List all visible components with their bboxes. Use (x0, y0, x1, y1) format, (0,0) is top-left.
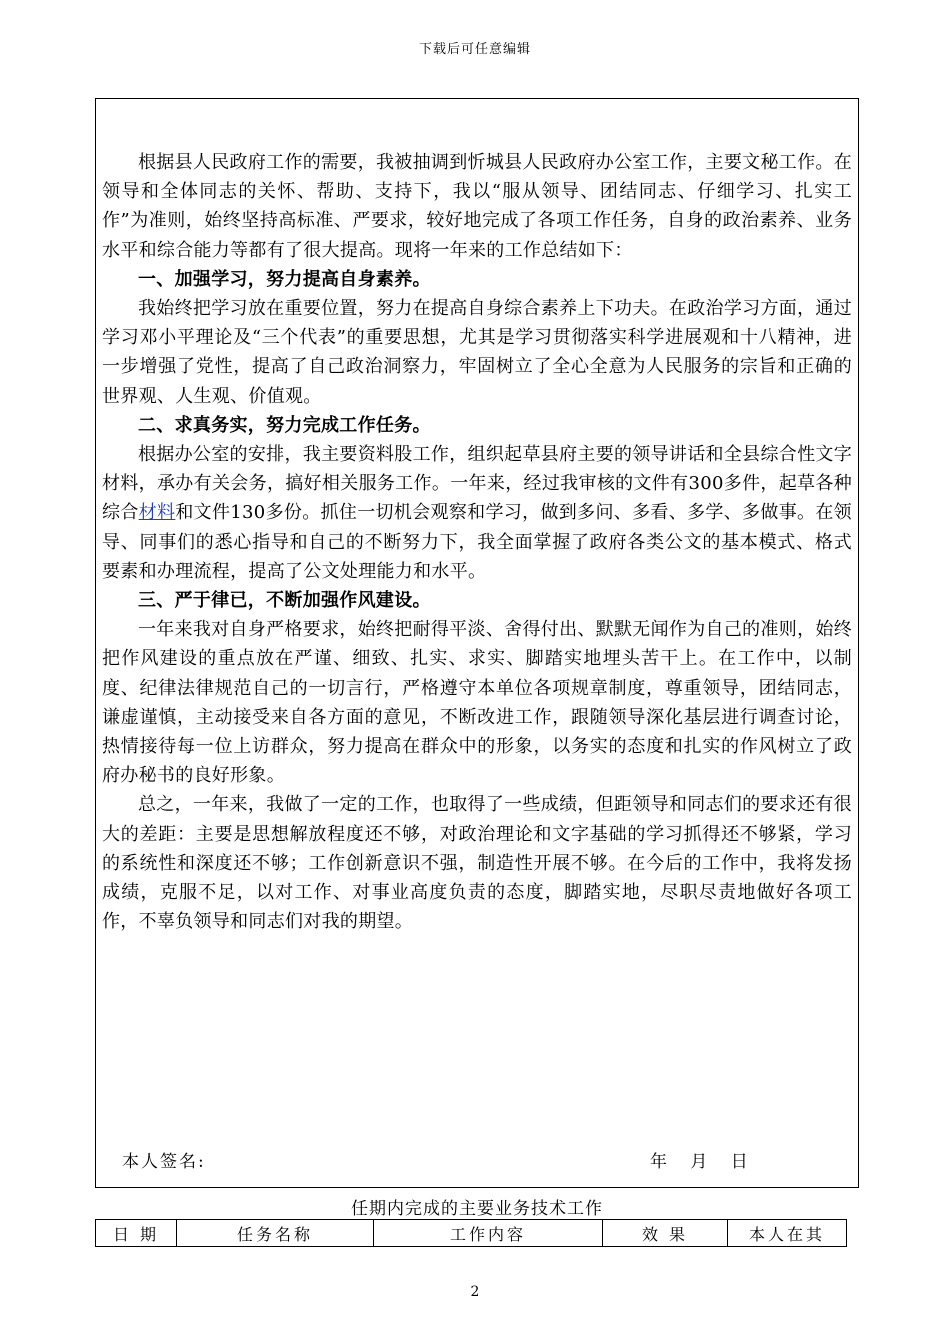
paragraph-study: 我始终把学习放在重要位置，努力在提高自身综合素养上下功夫。在政治学习方面，通过学习邓小平理论及“三个代表”的重要思想，尤其是学习贯彻落实科学进展观和十八精神，进一步增强了党性，提高了自己政治洞察力，牢固树立了全心全意为人民服务的宗旨和正确的世界观、人生观、价值观。 (102, 298, 852, 407)
section-heading-3: 三、严于律已，不断加强作风建设。 (138, 590, 431, 612)
header-note: 下载后可任意编辑 (418, 42, 531, 57)
col-date: 日 期 (96, 1220, 177, 1247)
col-task-name: 任务名称 (177, 1220, 374, 1247)
section-heading-1: 一、加强学习，努力提高自身素养。 (138, 268, 431, 290)
paragraph-work (102, 440, 852, 586)
paragraph-work-after: 和文件130多份。抓住一切机会观察和学习，做到多问、多看、多学、多做事。在领导、同事们的悉心指导和自己的不断努力下，我全面掌握了政府各类公文的基本模式、格式要素和办理流程，提高了公文处理能力和水平。 (102, 502, 852, 582)
signature-date: 年 月 日 (650, 1152, 748, 1172)
col-result: 效 果 (603, 1220, 728, 1247)
table-title: 任期内完成的主要业务技术工作 (351, 1199, 603, 1219)
section-heading-2: 二、求真务实，努力完成工作任务。 (138, 414, 431, 436)
col-work-content: 工作内容 (374, 1220, 603, 1247)
page-number: 2 (470, 1284, 480, 1300)
signature-label: 本人签名: (122, 1152, 206, 1172)
table-header-row (96, 1220, 847, 1247)
paragraph-conduct: 一年来我对自身严格要求，始终把耐得平淡、舍得付出、默默无闻作为自己的准则，始终把作风建设的重点放在严谨、细致、扎实、求实、脚踏实地埋头苦干上。在工作中，以制度、纪律法律规范自己的一切言行，严格遵守本单位各项规章制度，尊重领导，团结同志，谦虚谨慎，主动接受来自各方面的意见，不断改进工作，跟随领导深化基层进行调查讨论，热情接待每一位上访群众，努力提高在群众中的形象，以务实的态度和扎实的作风树立了政府办秘书的良好形象。 (102, 619, 852, 787)
col-role: 本人在其 (728, 1220, 847, 1247)
tasks-table (95, 1219, 847, 1247)
materials-link[interactable]: 材料 (138, 502, 176, 524)
document-body (102, 148, 852, 936)
paragraph-summary: 总之，一年来，我做了一定的工作，也取得了一些成绩，但距领导和同志们的要求还有很大的差距：主要是思想解放程度还不够，对政治理论和文字基础的学习抓得还不够紧，学习的系统性和深度还不够；工作创新意识不强，制造性开展不够。在今后的工作中，我将发扬成绩，克服不足，以对工作、对事业高度负责的态度，脚踏实地，尽职尽责地做好各项工作，不辜负领导和同志们对我的期望。 (102, 794, 852, 933)
paragraph-work-before: 根据办公室的安排，我主要资料股工作，组织起草县府主要的领导讲话和全县综合性文字材料，承办有关会务，搞好相关服务工作。一年来，经过我审核的文件有300多件，起草各种综合 (102, 444, 852, 524)
paragraph-intro: 根据县人民政府工作的需要，我被抽调到忻城县人民政府办公室工作，主要文秘工作。在领导和全体同志的关怀、帮助、支持下，我以“服从领导、团结同志、仔细学习、扎实工作”为准则，始终坚持高标准、严要求，较好地完成了各项工作任务，自身的政治素养、业务水平和综合能力等都有了很大提高。现将一年来的工作总结如下： (102, 152, 852, 261)
